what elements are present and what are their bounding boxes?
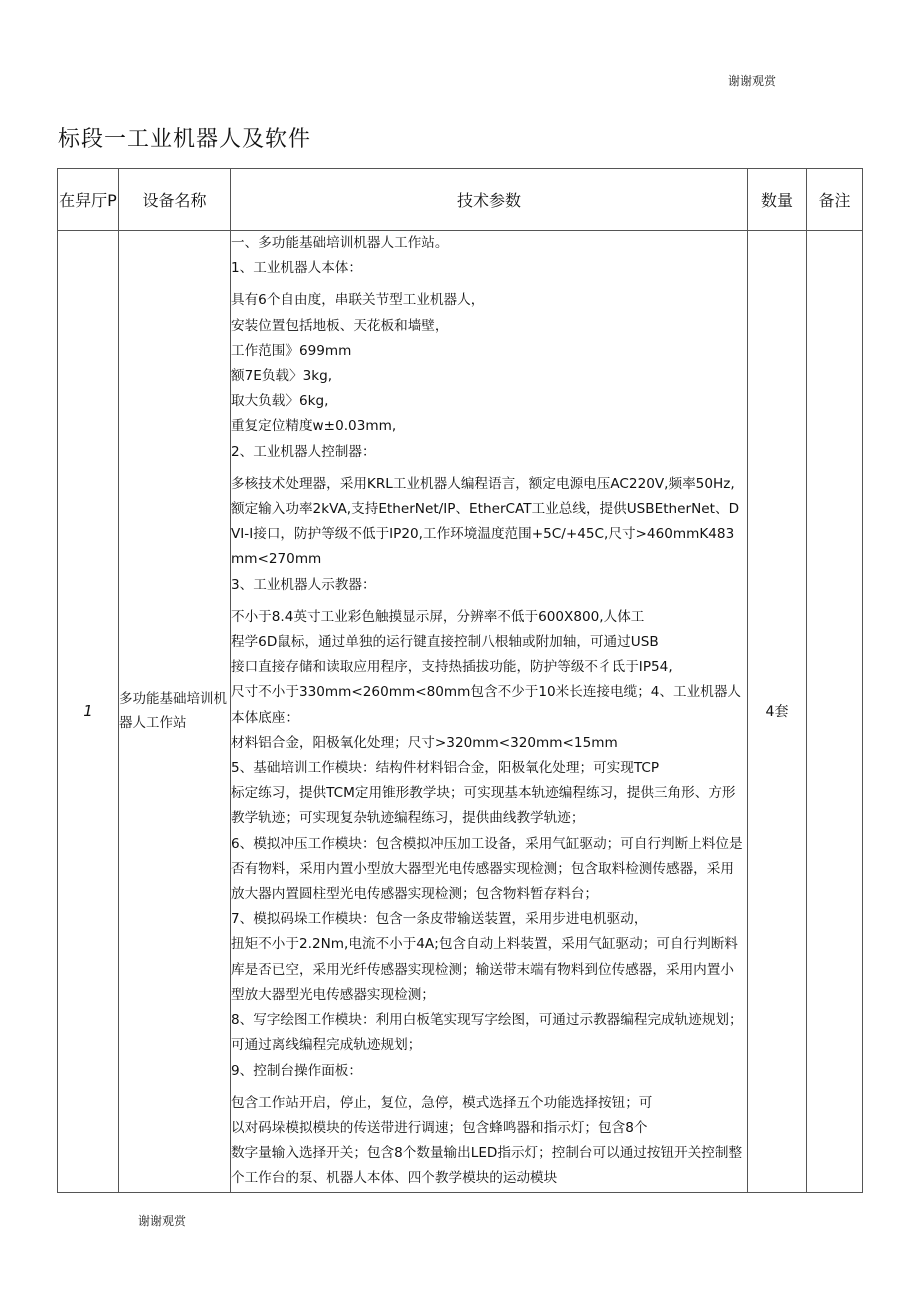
row-params <box>231 231 748 1193</box>
param-line: 3、工业机器人示教器： <box>231 576 376 593</box>
param-line: 数字量输入选择开关；包含8个数量输出LED指示灯；控制台可以通过按钮开关控制整个工作台的泵、机器人本体、四个教学模块的运动模块 <box>231 1145 743 1187</box>
spec-table <box>57 168 863 1193</box>
param-line: 重复定位精度w±0.03mm, <box>231 418 397 435</box>
row-index: 1 <box>58 231 119 1193</box>
row-quantity: 4套 <box>748 231 807 1193</box>
header-params: 技术参数 <box>231 169 748 231</box>
footer-note: 谢谢观赏 <box>138 1214 187 1228</box>
param-line: 取大负载〉6kg, <box>231 393 329 410</box>
header-index: 在舁厅P <box>58 169 119 231</box>
param-line: 扭矩不小于2.2Nm,电流不小于4A;包含自动上料装置，采用气缸驱动；可自行判断料库是否已空，采用光纤传感器实现检测；输送带末端有物料到位传感器，采用内置小型放大器型光电传感器实现检测； <box>231 936 738 1003</box>
header-note: 备注 <box>807 169 863 231</box>
param-line: 7、模拟码垛工作模块：包含一条皮带输送装置，采用步进电机驱动， <box>231 911 648 928</box>
table-row <box>58 231 863 1193</box>
param-line: 包含工作站开启，停止，复位，急停，模式选择五个功能选择按钮；可 <box>231 1094 653 1111</box>
param-line: 一、多功能基础培训机器人工作站。 <box>231 235 449 251</box>
param-line: 安装位置包括地板、天花板和墙壁， <box>231 317 449 334</box>
header-qty: 数量 <box>748 169 807 231</box>
param-line: 8、写字绘图工作模块：利用白板笔实现写字绘图，可通过示教器编程完成轨迹规划；可通过离线编程完成轨迹规划； <box>231 1012 743 1054</box>
row-note <box>807 231 863 1193</box>
param-line: 不小于8.4英寸工业彩色触摸显示屏，分辨率不低于600X800,人体工 <box>231 608 645 625</box>
param-line: 具有6个自由度，串联关节型工业机器人， <box>231 292 485 309</box>
param-line: 多核技术处理器，采用KRL工业机器人编程语言，额定电源电压AC220V,频率50Hz,额定输入功率2kVA,支持EtherNet/IP、EtherCAT工业总线，提供USBEtherNet、DVI-I接口，防护等级不低于IP20,工作环境温度范围+5C/+45C,尺寸>460mmK483mm<270mm <box>231 475 740 568</box>
page-title: 标段一工业机器人及软件 <box>58 127 312 152</box>
param-line: 接口直接存储和读取应用程序，支持热插拔功能，防护等级不彳氐于IP54, <box>231 659 673 676</box>
row-device-name: 多功能基础培训机器人工作站 <box>119 231 231 1193</box>
param-line: 材料铝合金，阳极氧化处理；尺寸>320mm<320mm<15mm <box>231 734 618 751</box>
header-name: 设备名称 <box>119 169 231 231</box>
param-line: 5、基础培训工作模块：结构件材料铝合金，阳极氧化处理；可实现TCP <box>231 760 660 777</box>
param-line: 9、控制台操作面板： <box>231 1062 362 1079</box>
param-line: 6、模拟冲压工作模块：包含模拟冲压加工设备，采用气缸驱动；可自行判断上料位是否有物料，采用内置小型放大器型光电传感器实现检测；包含取料检测传感器，采用放大器内置圆柱型光电传感器实现检测；包含物料暂存料台； <box>231 835 743 903</box>
header-note: 谢谢观赏 <box>728 74 777 88</box>
param-line: 标定练习，提供TCM定用锥形教学块；可实现基本轨迹编程练习，提供三角形、方形教学轨迹；可实现复杂轨迹编程练习，提供曲线教学轨迹； <box>231 785 736 827</box>
param-line: 工作范围》699mm <box>231 342 352 359</box>
param-line: 2、工业机器人控制器： <box>231 443 376 460</box>
param-line: 尺寸不小于330mm<260mm<80mm包含不少于10米长连接电缆；4、工业机器人本体底座： <box>231 684 742 726</box>
param-line: 1、工业机器人本体： <box>231 260 362 277</box>
param-line: 以对码垛模拟模块的传送带进行调速；包含蜂鸣器和指示灯；包含8个 <box>231 1119 648 1136</box>
table-header-row <box>58 169 863 231</box>
param-line: 程学6D鼠标，通过单独的运行键直接控制八根轴或附加轴，可通过USB <box>231 634 659 651</box>
param-line: 额7E负载〉3kg, <box>231 368 333 385</box>
